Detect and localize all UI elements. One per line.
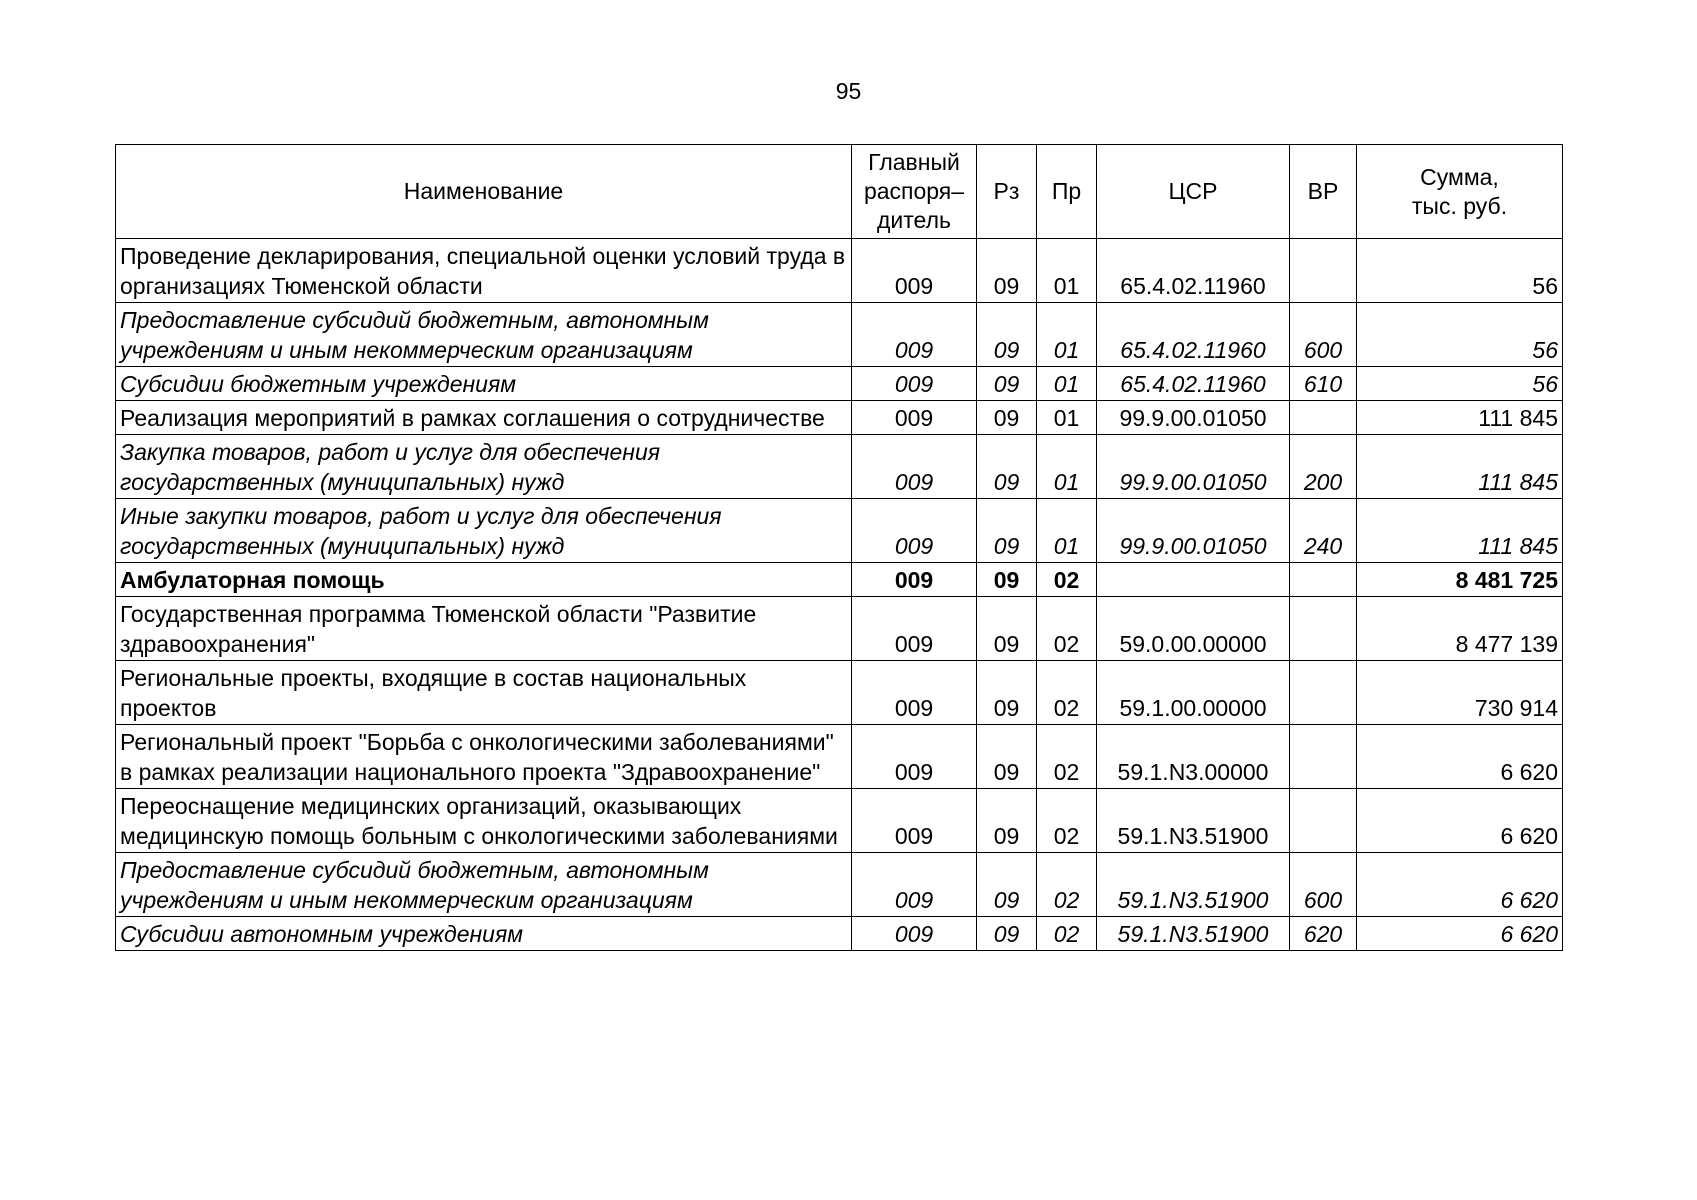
cell-csr: 59.1.N3.51900	[1097, 853, 1290, 917]
cell-pr: 02	[1037, 661, 1097, 725]
table-row	[116, 239, 1563, 303]
cell-vr: 600	[1290, 853, 1357, 917]
cell-pr: 01	[1037, 499, 1097, 563]
cell-csr: 65.4.02.11960	[1097, 367, 1290, 401]
cell-vr: 620	[1290, 917, 1357, 951]
cell-csr: 59.1.N3.51900	[1097, 789, 1290, 853]
cell-vr: 240	[1290, 499, 1357, 563]
cell-sum: 6 620	[1357, 917, 1563, 951]
cell-rz: 09	[977, 367, 1037, 401]
cell-sum: 56	[1357, 239, 1563, 303]
cell-sum: 8 477 139	[1357, 597, 1563, 661]
cell-rz: 09	[977, 725, 1037, 789]
cell-rz: 09	[977, 563, 1037, 597]
page-number: 95	[835, 78, 862, 104]
cell-rz: 09	[977, 853, 1037, 917]
cell-vr	[1290, 789, 1357, 853]
table-row	[116, 661, 1563, 725]
header-csr	[1097, 145, 1290, 239]
cell-vr	[1290, 239, 1357, 303]
table-body	[116, 239, 1563, 951]
cell-name: Предоставление субсидий бюджетным, автономным учреждениям и иным некоммерческим организациям	[116, 303, 852, 367]
header-main-manager	[852, 145, 977, 239]
cell-main-manager: 009	[852, 917, 977, 951]
header-rz-label: Рз	[993, 178, 1020, 204]
cell-pr: 01	[1037, 367, 1097, 401]
header-sum-line: тыс. руб.	[1411, 192, 1508, 219]
cell-rz: 09	[977, 401, 1037, 435]
table-row	[116, 367, 1563, 401]
cell-vr	[1290, 597, 1357, 661]
cell-name: Субсидии автономным учреждениям	[116, 917, 852, 951]
table-row	[116, 725, 1563, 789]
cell-name: Закупка товаров, работ и услуг для обеспечения государственных (муниципальных) нужд	[116, 435, 852, 499]
cell-rz: 09	[977, 597, 1037, 661]
cell-main-manager: 009	[852, 499, 977, 563]
cell-csr: 59.1.N3.00000	[1097, 725, 1290, 789]
cell-main-manager: 009	[852, 853, 977, 917]
table-header-row	[116, 145, 1563, 239]
cell-csr: 99.9.00.01050	[1097, 435, 1290, 499]
cell-main-manager: 009	[852, 661, 977, 725]
header-vr-label: ВР	[1307, 178, 1339, 204]
cell-sum: 6 620	[1357, 853, 1563, 917]
cell-pr: 02	[1037, 853, 1097, 917]
header-main-manager-line: Главный	[868, 149, 960, 175]
cell-csr: 65.4.02.11960	[1097, 303, 1290, 367]
cell-pr: 01	[1037, 401, 1097, 435]
cell-pr: 02	[1037, 597, 1097, 661]
table-row	[116, 789, 1563, 853]
cell-csr: 65.4.02.11960	[1097, 239, 1290, 303]
cell-vr	[1290, 401, 1357, 435]
cell-vr: 610	[1290, 367, 1357, 401]
cell-pr: 02	[1037, 725, 1097, 789]
cell-vr	[1290, 661, 1357, 725]
cell-sum: 56	[1357, 367, 1563, 401]
cell-csr: 59.1.00.00000	[1097, 661, 1290, 725]
header-name-label: Наименование	[403, 178, 564, 204]
header-rz	[977, 145, 1037, 239]
cell-sum: 8 481 725	[1357, 563, 1563, 597]
cell-pr: 01	[1037, 303, 1097, 367]
cell-sum: 56	[1357, 303, 1563, 367]
cell-name: Региональные проекты, входящие в состав национальных проектов	[116, 661, 852, 725]
table-row	[116, 853, 1563, 917]
header-name	[116, 145, 852, 239]
cell-rz: 09	[977, 789, 1037, 853]
cell-name: Региональный проект "Борьба с онкологическими заболеваниями" в рамках реализации национального проекта "Здравоохранение"	[116, 725, 852, 789]
cell-main-manager: 009	[852, 367, 977, 401]
cell-main-manager: 009	[852, 239, 977, 303]
cell-name: Иные закупки товаров, работ и услуг для обеспечения государственных (муниципальных) нужд	[116, 499, 852, 563]
cell-name: Субсидии бюджетным учреждениям	[116, 367, 852, 401]
cell-rz: 09	[977, 239, 1037, 303]
cell-rz: 09	[977, 303, 1037, 367]
cell-pr: 02	[1037, 563, 1097, 597]
header-main-manager-line: дитель	[877, 207, 951, 233]
cell-vr	[1290, 563, 1357, 597]
header-sum	[1357, 145, 1563, 239]
header-vr	[1290, 145, 1357, 239]
table-row	[116, 597, 1563, 661]
cell-main-manager: 009	[852, 435, 977, 499]
cell-main-manager: 009	[852, 789, 977, 853]
cell-pr: 01	[1037, 435, 1097, 499]
cell-name: Государственная программа Тюменской области "Развитие здравоохранения"	[116, 597, 852, 661]
cell-csr: 59.0.00.00000	[1097, 597, 1290, 661]
cell-name: Предоставление субсидий бюджетным, автономным учреждениям и иным некоммерческим организациям	[116, 853, 852, 917]
header-pr-label: Пр	[1051, 178, 1082, 204]
header-main-manager-line: распоря–	[863, 178, 965, 204]
cell-vr: 200	[1290, 435, 1357, 499]
cell-main-manager: 009	[852, 597, 977, 661]
cell-vr	[1290, 725, 1357, 789]
table-row	[116, 435, 1563, 499]
cell-vr: 600	[1290, 303, 1357, 367]
cell-csr: 99.9.00.01050	[1097, 499, 1290, 563]
table-row	[116, 563, 1563, 597]
cell-csr: 99.9.00.01050	[1097, 401, 1290, 435]
cell-main-manager: 009	[852, 725, 977, 789]
cell-pr: 02	[1037, 789, 1097, 853]
cell-name: Переоснащение медицинских организаций, оказывающих медицинскую помощь больным с онкологическими заболеваниями	[116, 789, 852, 853]
cell-sum: 111 845	[1357, 435, 1563, 499]
table-row	[116, 917, 1563, 951]
cell-sum: 730 914	[1357, 661, 1563, 725]
cell-sum: 6 620	[1357, 789, 1563, 853]
cell-sum: 6 620	[1357, 725, 1563, 789]
cell-main-manager: 009	[852, 563, 977, 597]
cell-sum: 111 845	[1357, 401, 1563, 435]
header-pr	[1037, 145, 1097, 239]
table-row	[116, 303, 1563, 367]
cell-name: Амбулаторная помощь	[116, 563, 852, 597]
cell-sum: 111 845	[1357, 499, 1563, 563]
cell-rz: 09	[977, 435, 1037, 499]
budget-table	[115, 144, 1563, 951]
cell-rz: 09	[977, 499, 1037, 563]
cell-pr: 01	[1037, 239, 1097, 303]
cell-main-manager: 009	[852, 401, 977, 435]
cell-rz: 09	[977, 661, 1037, 725]
header-sum-line: Сумма,	[1420, 163, 1499, 190]
cell-name: Проведение декларирования, специальной оценки условий труда в организациях Тюменской области	[116, 239, 852, 303]
cell-name: Реализация мероприятий в рамках соглашения о сотрудничестве	[116, 401, 852, 435]
cell-pr: 02	[1037, 917, 1097, 951]
table-row	[116, 499, 1563, 563]
cell-main-manager: 009	[852, 303, 977, 367]
header-csr-label: ЦСР	[1168, 178, 1218, 204]
cell-rz: 09	[977, 917, 1037, 951]
cell-csr: 59.1.N3.51900	[1097, 917, 1290, 951]
cell-csr	[1097, 563, 1290, 597]
table-row	[116, 401, 1563, 435]
